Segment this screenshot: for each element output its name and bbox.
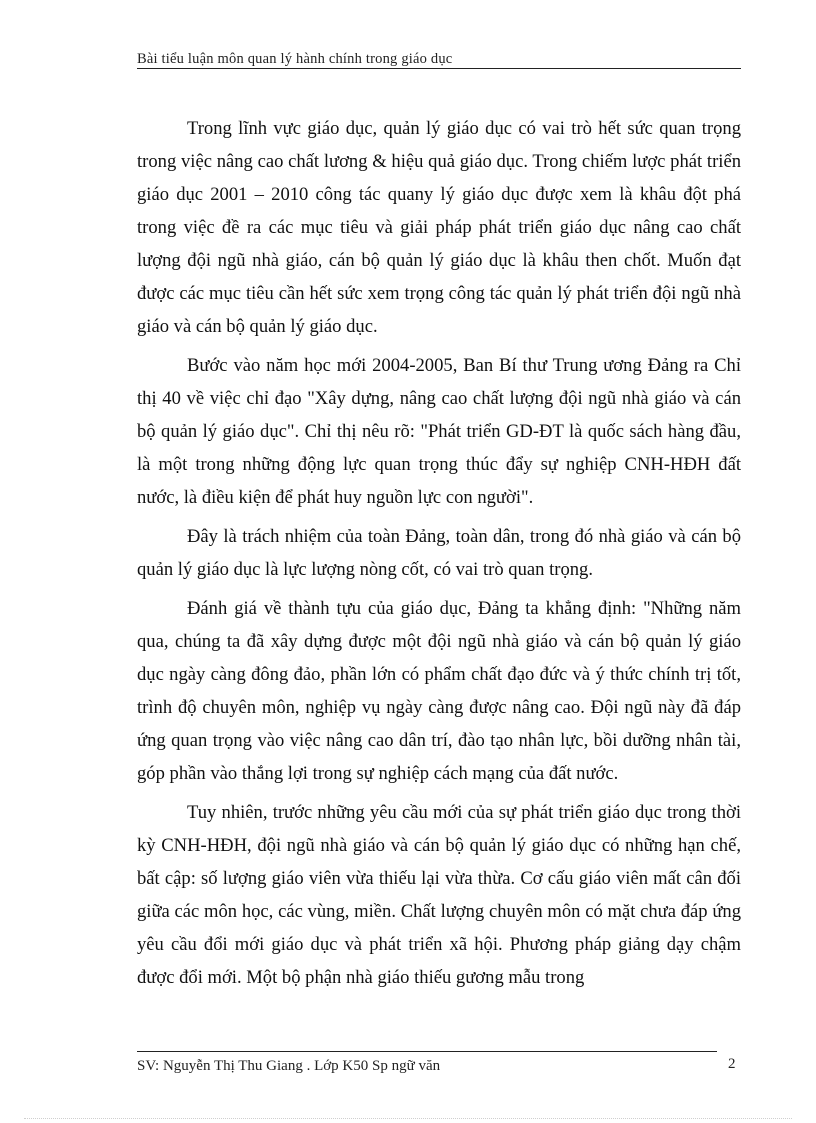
document-body — [137, 112, 741, 1000]
page-header-title: Bài tiểu luận môn quan lý hành chính trong giáo dục — [137, 51, 453, 67]
paragraph-4: Đánh giá về thành tựu của giáo dục, Đảng ta khẳng định: "Những năm qua, chúng ta đã xây dựng được một đội ngũ nhà giáo và cán bộ quản lý giáo dục ngày càng đông đảo, phần lớn có phẩm chất đạo đức và ý thức chính trị tốt, trình độ chuyên môn, nghiệp vụ ngày càng được nâng cao. Đội ngũ này đã đáp ứng quan trọng vào việc nâng cao dân trí, đào tạo nhân lực, bồi dưỡng nhân tài, góp phần vào thắng lợi trong sự nghiệp cách mạng của đất nước. — [137, 598, 741, 784]
footer-author: SV: Nguyễn Thị Thu Giang . Lớp K50 Sp ngữ văn — [137, 1058, 441, 1074]
paragraph-1: Trong lĩnh vực giáo dục, quản lý giáo dục có vai trò hết sức quan trọng trong việc nâng cao chất lương & hiệu quả giáo dục. Trong chiếm lược phát triển giáo dục 2001 – 2010 công tác quany lý giáo dục được xem là khâu đột phá trong việc đề ra các mục tiêu và giải pháp phát triển giáo dục nâng cao chất lượng đội ngũ nhà giáo, cán bộ quản lý giáo dục là khâu then chốt. Muốn đạt được các mục tiêu cần hết sức xem trọng công tác quản lý phát triển đội ngũ nhà giáo và cán bộ quản lý giáo dục. — [137, 118, 741, 337]
header-rule — [137, 68, 741, 69]
page-number: 2 — [728, 1056, 736, 1072]
footer-rule — [137, 1051, 717, 1052]
page-edge-divider — [24, 1118, 792, 1119]
paragraph-3: Đây là trách nhiệm của toàn Đảng, toàn dân, trong đó nhà giáo và cán bộ quản lý giáo dục là lực lượng nòng cốt, có vai trò quan trọng. — [137, 526, 741, 580]
paragraph-2: Bước vào năm học mới 2004-2005, Ban Bí thư Trung ương Đảng ra Chỉ thị 40 về việc chỉ đạo "Xây dựng, nâng cao chất lượng đội ngũ nhà giáo và cán bộ quản lý giáo dục". Chỉ thị nêu rõ: "Phát triển GD-ĐT là quốc sách hàng đầu, là một trong những động lực quan trọng thúc đẩy sự nghiệp CNH-HĐH đất nước, là điều kiện để phát huy nguồn lực con người". — [137, 355, 741, 508]
paragraph-5: Tuy nhiên, trước những yêu cầu mới của sự phát triển giáo dục trong thời kỳ CNH-HĐH, đội ngũ nhà giáo và cán bộ quản lý giáo dục có những hạn chế, bất cập: số lượng giáo viên vừa thiếu lại vừa thừa. Cơ cấu giáo viên mất cân đối giữa các môn học, các vùng, miền. Chất lượng chuyên môn có mặt chưa đáp ứng yêu cầu đổi mới giáo dục và phát triển xã hội. Phương pháp giảng dạy chậm được đổi mới. Một bộ phận nhà giáo thiếu gương mẫu trong — [137, 802, 741, 988]
